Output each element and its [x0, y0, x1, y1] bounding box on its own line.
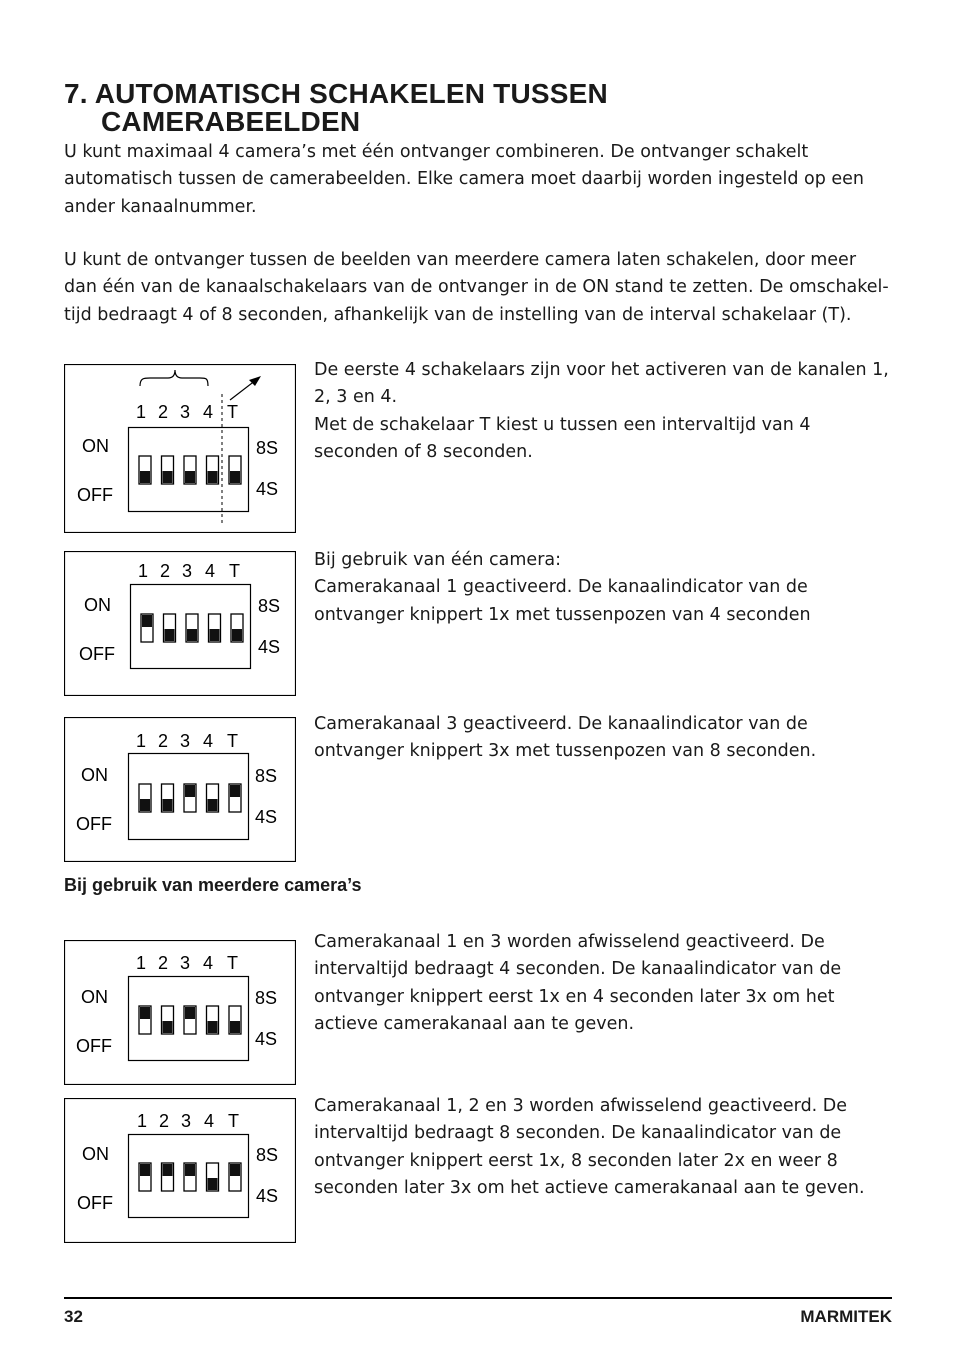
description-channels-1-2-3	[314, 1093, 899, 1202]
switch-number: T	[229, 561, 240, 581]
dip-switch-knob-on	[140, 1164, 150, 1176]
dip-switch-knob-off	[210, 629, 220, 641]
switch-number: T	[227, 953, 238, 973]
on-label: ON	[84, 595, 111, 615]
dip-switch-diagram-channel-1	[64, 551, 296, 696]
dip-switch-knob-off	[208, 799, 218, 811]
switch-number: T	[227, 731, 238, 751]
description-line: Camerakanaal 3 geactiveerd. De kanaalindicator van de ontvanger knippert 3x met tussenpozen van 8 seconden.	[314, 714, 817, 762]
switch-number: 2	[158, 953, 169, 973]
switch-number: 2	[160, 561, 171, 581]
dip-switch-diagram-channels-1-3	[64, 940, 296, 1085]
dip-switch-svg	[64, 717, 296, 862]
dip-switch-knob-on	[230, 1164, 240, 1176]
footer-rule	[64, 1297, 892, 1299]
switch-number: 1	[137, 1111, 148, 1131]
dip-switch-diagram-legend	[64, 364, 296, 533]
switch-number: 4	[204, 1111, 215, 1131]
dip-switch-knob-on	[185, 1164, 195, 1176]
title-line-1: 7. AUTOMATISCH SCHAKELEN TUSSEN	[64, 78, 608, 109]
t-off-label: 4S	[256, 1186, 279, 1206]
switch-number: 3	[180, 402, 191, 422]
description-channel-3	[314, 711, 899, 766]
brace-icon	[140, 370, 208, 386]
description-line: Camerakanaal 1 geactiveerd. De kanaalindicator van de ontvanger knippert 1x met tussenpozen van 4 seconden	[314, 577, 811, 625]
description-legend	[314, 357, 899, 466]
dip-switch-diagram-channels-1-2-3	[64, 1098, 296, 1243]
on-label: ON	[81, 987, 108, 1007]
description-line: Camerakanaal 1, 2 en 3 worden afwisselend geactiveerd. De intervaltijd bedraagt 8 seconden. De kanaalindicator van de ontvanger knippert eerst 1x, 8 seconden later 2x en weer 8 seconden later 3x om het actieve camerakanaal aan te geven.	[314, 1096, 865, 1198]
dip-switch-knob-off	[165, 629, 175, 641]
dip-switch-knob-off	[163, 799, 173, 811]
dip-switch-knob-on	[140, 1007, 150, 1019]
t-on-label: 8S	[256, 438, 279, 458]
dip-switch-knob-off	[163, 471, 173, 483]
dip-switch-knob-on	[163, 1164, 173, 1176]
dip-switch-knob-on	[185, 785, 195, 797]
switch-number: 1	[136, 402, 147, 422]
on-label: ON	[82, 1144, 109, 1164]
dip-switch-knob-off	[230, 1021, 240, 1033]
switch-number: T	[228, 1111, 239, 1131]
description-line: Met de schakelaar T kiest u tussen een intervaltijd van 4 seconden of 8 seconden.	[314, 414, 811, 462]
t-off-label: 4S	[258, 637, 281, 657]
dip-switch-knob-off	[140, 799, 150, 811]
t-off-label: 4S	[255, 807, 278, 827]
dip-switch-knob-off	[185, 471, 195, 483]
on-label: ON	[81, 765, 108, 785]
switch-number: 3	[181, 1111, 192, 1131]
description-line: Camerakanaal 1 en 3 worden afwisselend geactiveerd. De intervaltijd bedraagt 4 seconden. De kanaalindicator van de ontvanger knippert eerst 1x en 4 seconden later 3x om het actieve camerakanaal aan te geven.	[314, 932, 842, 1034]
dip-switch-knob-off	[187, 629, 197, 641]
dip-switch-svg	[64, 940, 296, 1085]
switch-number: 2	[159, 1111, 170, 1131]
switch-number: T	[227, 402, 238, 422]
t-on-label: 8S	[255, 988, 278, 1008]
dip-switch-svg	[64, 1098, 296, 1243]
dip-switch-knob-on	[230, 785, 240, 797]
dip-switch-knob-off	[232, 629, 242, 641]
switch-number: 3	[180, 953, 191, 973]
dip-switch-knob-off	[230, 471, 240, 483]
switch-number: 1	[138, 561, 149, 581]
brand-name: MARMITEK	[800, 1307, 892, 1326]
section-subheading: Bij gebruik van meerdere camera’s	[64, 875, 362, 895]
dip-switch-knob-off	[208, 471, 218, 483]
description-line: De eerste 4 schakelaars zijn voor het activeren van de kanalen 1, 2, 3 en 4.	[314, 360, 889, 408]
dip-switch-diagram-channel-3	[64, 717, 296, 862]
off-label: OFF	[77, 1193, 113, 1213]
dip-switch-svg	[64, 551, 296, 696]
t-on-label: 8S	[255, 766, 278, 786]
dip-switch-knob-off	[140, 471, 150, 483]
t-on-label: 8S	[258, 596, 281, 616]
on-label: ON	[82, 436, 109, 456]
intro-paragraph-2: U kunt de ontvanger tussen de beelden van meerdere camera laten schakelen, door meer dan één van de kanaalschakelaars van de ontvanger in de ON stand te zetten. De omschakel-tijd bedraagt 4 of 8 seconden, afhankelijk van de instelling van de interval schakelaar (T).	[64, 250, 889, 325]
off-label: OFF	[77, 485, 113, 505]
description-channels-1-3	[314, 929, 899, 1038]
page-number: 32	[64, 1307, 83, 1326]
switch-number: 2	[158, 731, 169, 751]
dip-switch-knob-on	[142, 615, 152, 627]
dip-switch-knob-on	[185, 1007, 195, 1019]
title-line-2: CAMERABEELDEN	[101, 106, 361, 137]
off-label: OFF	[79, 644, 115, 664]
description-channel-1	[314, 547, 899, 629]
page-title	[64, 80, 608, 136]
off-label: OFF	[76, 814, 112, 834]
description-line: Bij gebruik van één camera:	[314, 550, 562, 570]
switch-number: 3	[182, 561, 193, 581]
switch-number: 4	[203, 731, 214, 751]
t-off-label: 4S	[255, 1029, 278, 1049]
dip-switch-svg	[64, 364, 296, 533]
switch-number: 3	[180, 731, 191, 751]
dip-switch-knob-off	[208, 1178, 218, 1190]
intro-paragraph-1: U kunt maximaal 4 camera’s met één ontvanger combineren. De ontvanger schakelt automatisch tussen de camerabeelden. Elke camera moet daarbij worden ingesteld op een ander kanaalnummer.	[64, 142, 865, 217]
t-on-label: 8S	[256, 1145, 279, 1165]
switch-number: 4	[205, 561, 216, 581]
dip-switch-knob-off	[163, 1021, 173, 1033]
switch-number: 2	[158, 402, 169, 422]
switch-number: 1	[136, 953, 147, 973]
dip-switch-knob-off	[208, 1021, 218, 1033]
switch-number: 1	[136, 731, 147, 751]
switch-number: 4	[203, 402, 214, 422]
off-label: OFF	[76, 1036, 112, 1056]
switch-number: 4	[203, 953, 214, 973]
t-off-label: 4S	[256, 479, 279, 499]
